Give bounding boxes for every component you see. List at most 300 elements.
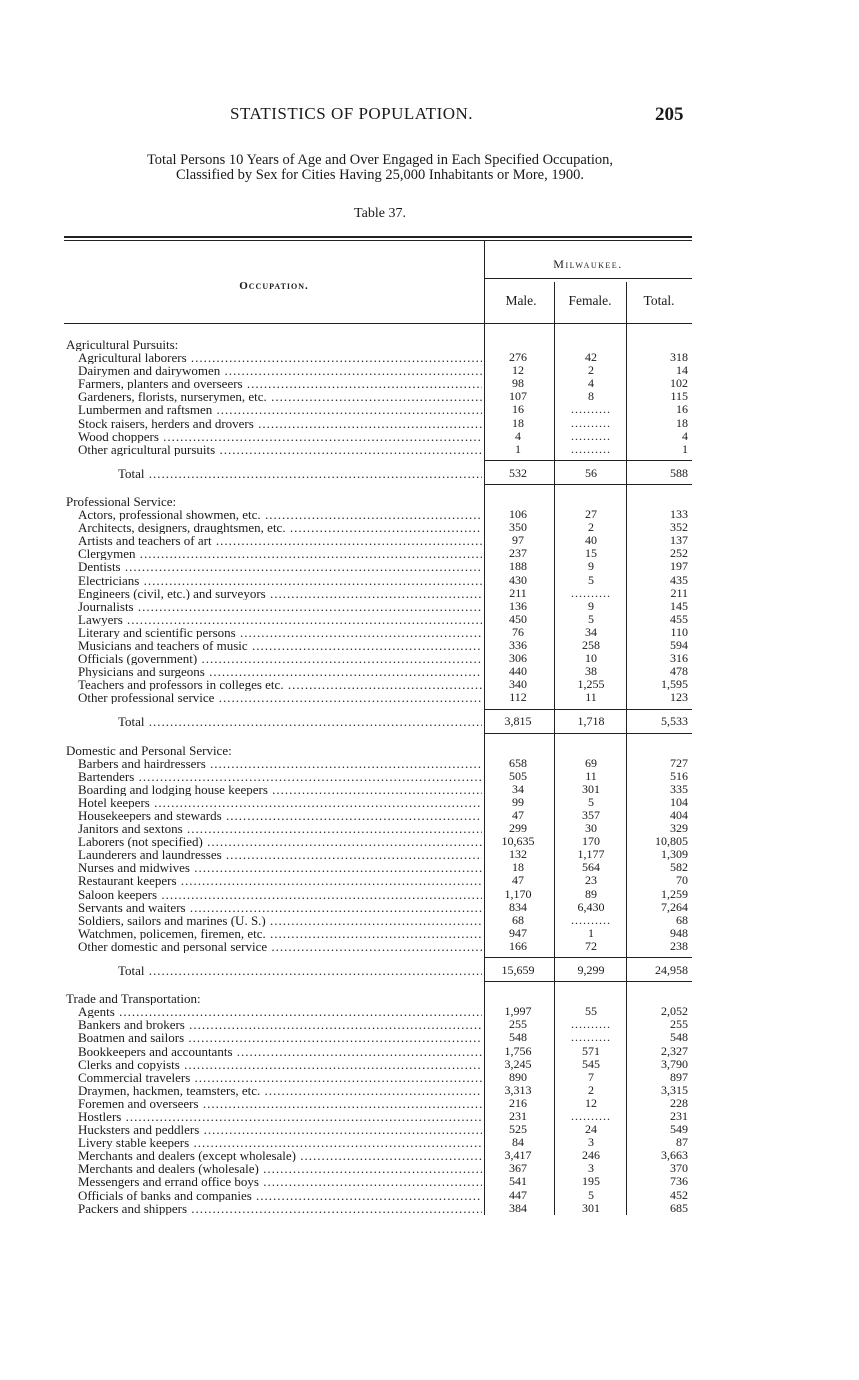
cell-female: 1	[588, 925, 594, 940]
cell-male: 3,815	[504, 714, 532, 729]
cell-female: ..........	[571, 402, 611, 417]
cell-total: 582	[670, 860, 688, 875]
cell-male: 4	[515, 428, 521, 443]
col-header-female: Female.	[568, 293, 612, 308]
cell-female: 5	[588, 794, 594, 809]
cell-total: 14	[676, 363, 688, 378]
cell-female: ..........	[571, 1030, 611, 1045]
cell-female: 5	[588, 572, 594, 587]
cell-total: 897	[670, 1069, 688, 1084]
row-label: Gardeners, florists, nurserymen, etc. .....	[78, 390, 482, 403]
row-label: Bookkeepers and accountants .....	[78, 1045, 482, 1058]
cell-male: 188	[509, 559, 527, 574]
cell-female: ..........	[571, 441, 611, 456]
row-label: Bartenders .....	[78, 770, 482, 783]
cell-male: 505	[509, 768, 527, 783]
section-heading	[0, 744, 859, 757]
row-label: Total .....	[118, 964, 482, 977]
total-rule	[484, 733, 692, 734]
cell-female: 3	[588, 1135, 594, 1150]
occupation-header: Occupation.	[239, 280, 309, 292]
cell-female: 9	[588, 598, 594, 613]
total-rule	[484, 460, 692, 461]
row-spacer	[0, 981, 859, 992]
cell-female: 1,255	[577, 677, 605, 692]
table-row	[0, 600, 859, 613]
row-label: Agricultural Pursuits:	[66, 338, 179, 352]
row-label: Literary and scientific persons .....	[78, 626, 482, 639]
col-header-male: Male.	[505, 293, 537, 308]
row-label: Farmers, planters and overseers .....	[78, 377, 482, 390]
cell-male: 384	[509, 1200, 527, 1215]
row-label: Wood choppers .....	[78, 430, 482, 443]
cell-total: 137	[670, 533, 688, 548]
cell-male: 136	[509, 598, 527, 613]
row-label: Musicians and teachers of music .....	[78, 639, 482, 652]
table-row	[0, 417, 859, 430]
cell-male: 68	[512, 912, 524, 927]
cell-male: 237	[509, 546, 527, 561]
row-label: Launderers and laundresses .....	[78, 848, 482, 861]
page-number: 205	[655, 104, 684, 125]
cell-female: 30	[585, 821, 597, 836]
cell-male: 340	[509, 677, 527, 692]
row-label: Watchmen, policemen, firemen, etc. .....	[78, 927, 482, 940]
cell-female: ..........	[571, 912, 611, 927]
cell-male: 430	[509, 572, 527, 587]
cell-total: 736	[670, 1174, 688, 1189]
cell-total: 3,790	[661, 1056, 688, 1071]
cell-male: 47	[512, 873, 524, 888]
cell-male: 1,170	[504, 886, 532, 901]
cell-female: 11	[585, 690, 597, 705]
cell-total: 2,052	[661, 1004, 688, 1019]
cell-total: 102	[670, 376, 688, 391]
cell-total: 133	[670, 507, 688, 522]
cell-female: 55	[585, 1004, 597, 1019]
cell-male: 834	[509, 899, 527, 914]
cell-female: 2	[588, 1082, 594, 1097]
cell-male: 548	[509, 1030, 527, 1045]
table-row	[0, 901, 859, 914]
row-label: Engineers (civil, etc.) and surveyors .....	[78, 587, 482, 600]
cell-male: 211	[509, 585, 527, 600]
cell-female: 72	[585, 938, 597, 953]
total-rule	[484, 484, 692, 485]
cell-male: 216	[509, 1095, 527, 1110]
cell-female: 545	[582, 1056, 600, 1071]
row-label: Domestic and Personal Service:	[66, 743, 232, 757]
table-row	[0, 626, 859, 639]
city-rule	[484, 278, 692, 279]
total-row	[0, 964, 859, 977]
caption-line-1: Total Persons 10 Years of Age and Over Engaged in Each Specified Occupation,	[146, 152, 614, 168]
row-label: Commercial travelers .....	[78, 1071, 482, 1084]
table-row	[0, 888, 859, 901]
row-label: Clerks and copyists .....	[78, 1058, 482, 1071]
row-label: Officials of banks and companies .....	[78, 1189, 482, 1202]
row-label: Architects, designers, draughtsmen, etc. .....	[78, 521, 482, 534]
cell-total: 211	[670, 585, 688, 600]
row-label: Other domestic and personal service .....	[78, 940, 482, 953]
row-label: Total .....	[118, 467, 482, 480]
cell-female: 2	[588, 520, 594, 535]
header-rule	[64, 323, 692, 324]
table-row	[0, 1031, 859, 1044]
row-label: Messengers and errand office boys .....	[78, 1175, 482, 1188]
cell-total: 588	[670, 465, 688, 480]
cell-female: 571	[582, 1043, 600, 1058]
cell-total: 3,315	[661, 1082, 688, 1097]
cell-male: 1,756	[504, 1043, 532, 1058]
row-label: Physicians and surgeons .....	[78, 665, 482, 678]
cell-male: 18	[512, 415, 524, 430]
cell-total: 948	[670, 925, 688, 940]
cell-female: 23	[585, 873, 597, 888]
cell-total: 87	[676, 1135, 688, 1150]
row-label: Livery stable keepers .....	[78, 1136, 482, 1149]
cell-female: 15	[585, 546, 597, 561]
cell-total: 452	[670, 1187, 688, 1202]
cell-female: 5	[588, 1187, 594, 1202]
table-row	[0, 351, 859, 364]
cell-female: 5	[588, 611, 594, 626]
table-row	[0, 770, 859, 783]
cell-male: 107	[509, 389, 527, 404]
table-row	[0, 430, 859, 443]
table-row	[0, 1005, 859, 1018]
cell-male: 132	[509, 847, 527, 862]
cell-female: 2	[588, 363, 594, 378]
row-spacer	[0, 957, 859, 964]
cell-total: 255	[670, 1017, 688, 1032]
table-row	[0, 1084, 859, 1097]
cell-female: 195	[582, 1174, 600, 1189]
cell-total: 231	[670, 1108, 688, 1123]
row-label: Actors, professional showmen, etc. .....	[78, 508, 482, 521]
cell-male: 16	[512, 402, 524, 417]
cell-female: ..........	[571, 415, 611, 430]
table-row	[0, 1149, 859, 1162]
row-label: Other professional service .....	[78, 691, 482, 704]
total-row	[0, 715, 859, 728]
cell-female: 4	[588, 376, 594, 391]
table-row	[0, 809, 859, 822]
cell-male: 18	[512, 860, 524, 875]
row-label: Hostlers .....	[78, 1110, 482, 1123]
row-spacer	[0, 708, 859, 715]
cell-female: 6,430	[577, 899, 605, 914]
table-row	[0, 678, 859, 691]
row-label: Hotel keepers .....	[78, 796, 482, 809]
cell-male: 34	[512, 781, 524, 796]
row-label: Draymen, hackmen, teamsters, etc. .....	[78, 1084, 482, 1097]
row-label: Artists and teachers of art .....	[78, 534, 482, 547]
cell-total: 110	[670, 624, 688, 639]
cell-total: 197	[670, 559, 688, 574]
cell-total: 4	[682, 428, 688, 443]
cell-total: 404	[670, 808, 688, 822]
cell-male: 532	[509, 465, 527, 480]
table-row	[0, 665, 859, 678]
table-row	[0, 1202, 859, 1215]
cell-total: 5,533	[661, 714, 688, 729]
cell-male: 3,313	[504, 1082, 532, 1097]
table-row	[0, 1123, 859, 1136]
table-row	[0, 691, 859, 704]
row-label: Housekeepers and stewards .....	[78, 809, 482, 822]
cell-total: 316	[670, 651, 688, 666]
cell-total: 24,958	[655, 963, 688, 978]
cell-male: 350	[509, 520, 527, 535]
cell-male: 306	[509, 651, 527, 666]
table-row	[0, 1136, 859, 1149]
cell-male: 447	[509, 1187, 527, 1202]
cell-male: 12	[512, 363, 524, 378]
cell-female: ..........	[571, 1108, 611, 1123]
table-row	[0, 613, 859, 626]
row-label: Dairymen and dairywomen .....	[78, 364, 482, 377]
city-header: Milwaukee.	[553, 257, 623, 271]
cell-male: 15,659	[501, 963, 535, 978]
table-row	[0, 1018, 859, 1031]
cell-female: 8	[588, 389, 594, 404]
table-caption	[60, 153, 700, 183]
cell-female: 258	[582, 637, 600, 652]
cell-male: 276	[509, 350, 527, 365]
col-header-total: Total.	[643, 293, 675, 308]
cell-female: 89	[585, 886, 597, 901]
row-label: Merchants and dealers (except wholesale) .....	[78, 1149, 482, 1162]
cell-male: 1	[515, 441, 521, 456]
row-label: Professional Service:	[66, 494, 177, 509]
cell-female: 56	[585, 465, 597, 480]
cell-male: 367	[509, 1161, 527, 1176]
row-label: Agents .....	[78, 1005, 482, 1018]
cell-female: 40	[585, 533, 597, 548]
table-row	[0, 1189, 859, 1202]
cell-male: 541	[509, 1174, 527, 1189]
table-row	[0, 390, 859, 403]
row-label: Electricians .....	[78, 574, 482, 587]
table-row	[0, 822, 859, 835]
cell-total: 252	[670, 546, 688, 561]
cell-total: 1,595	[661, 677, 688, 692]
row-label: Journalists .....	[78, 600, 482, 613]
cell-female: 24	[585, 1122, 597, 1137]
table-row	[0, 508, 859, 521]
cell-male: 98	[512, 376, 524, 391]
row-label: Laborers (not specified) .....	[78, 835, 482, 848]
cell-total: 335	[670, 781, 688, 796]
cell-total: 329	[670, 821, 688, 836]
cell-total: 3,663	[661, 1148, 688, 1163]
cell-male: 166	[509, 938, 527, 953]
cell-female: 9,299	[577, 963, 605, 978]
table-row	[0, 639, 859, 652]
row-label: Other agricultural pursuits .....	[78, 443, 482, 456]
cell-male: 299	[509, 821, 527, 836]
cell-female: 11	[585, 768, 597, 783]
cell-female: ..........	[571, 428, 611, 443]
table-row	[0, 757, 859, 770]
table-body	[0, 338, 859, 1215]
cell-total: 549	[670, 1122, 688, 1137]
cell-total: 1,259	[661, 886, 688, 901]
table-row	[0, 1045, 859, 1058]
row-label: Total .....	[118, 715, 482, 728]
cell-female: 9	[588, 559, 594, 574]
cell-male: 1,997	[504, 1004, 532, 1019]
row-spacer	[0, 733, 859, 744]
table-row	[0, 848, 859, 861]
row-label: Boatmen and sailors .....	[78, 1031, 482, 1044]
row-label: Boarding and lodging house keepers .....	[78, 783, 482, 796]
cell-total: 478	[670, 664, 688, 679]
female-column-line	[626, 282, 627, 1215]
cell-female: 170	[582, 834, 600, 849]
row-spacer	[0, 484, 859, 495]
cell-female: 7	[588, 1069, 594, 1084]
cell-total: 727	[670, 755, 688, 770]
cell-male: 84	[512, 1135, 524, 1150]
cell-male: 3,417	[504, 1148, 532, 1163]
cell-female: 357	[582, 808, 600, 822]
cell-total: 145	[670, 598, 688, 613]
table-row	[0, 1162, 859, 1175]
cell-male: 112	[509, 690, 527, 705]
table-row	[0, 927, 859, 940]
cell-female: 564	[582, 860, 600, 875]
cell-male: 336	[509, 637, 527, 652]
cell-male: 10,635	[501, 834, 535, 849]
table-row	[0, 574, 859, 587]
table-row	[0, 783, 859, 796]
cell-male: 525	[509, 1122, 527, 1137]
occupation-column-line	[484, 240, 485, 1215]
table-row	[0, 914, 859, 927]
running-title: STATISTICS OF POPULATION.	[230, 104, 474, 123]
row-label: Clergymen .....	[78, 547, 482, 560]
cell-female: 42	[585, 350, 597, 365]
row-label: Hucksters and peddlers .....	[78, 1123, 482, 1136]
cell-female: 10	[585, 651, 597, 666]
table-row	[0, 835, 859, 848]
cell-total: 228	[670, 1095, 688, 1110]
total-rule	[484, 981, 692, 982]
cell-total: 318	[670, 350, 688, 365]
cell-total: 516	[670, 768, 688, 783]
cell-female: 301	[582, 1200, 600, 1215]
cell-female: ..........	[571, 1017, 611, 1032]
row-label: Nurses and midwives .....	[78, 861, 482, 874]
table-row	[0, 1071, 859, 1084]
table-label: Table 37.	[354, 206, 406, 221]
table-row	[0, 1097, 859, 1110]
row-label: Lawyers .....	[78, 613, 482, 626]
cell-male: 99	[512, 794, 524, 809]
table-row	[0, 377, 859, 390]
cell-female: 1,177	[577, 847, 605, 862]
cell-female: 69	[585, 755, 597, 770]
cell-total: 104	[670, 794, 688, 809]
caption-line-2: Classified by Sex for Cities Having 25,000 Inhabitants or More, 1900.	[176, 167, 584, 183]
row-label: Merchants and dealers (wholesale) .....	[78, 1162, 482, 1175]
total-rule	[484, 957, 692, 958]
table-row	[0, 796, 859, 809]
table-row	[0, 652, 859, 665]
table-row	[0, 534, 859, 547]
cell-female: 246	[582, 1148, 600, 1163]
cell-male: 450	[509, 611, 527, 626]
cell-male: 440	[509, 664, 527, 679]
cell-total: 16	[676, 402, 688, 417]
table-row	[0, 874, 859, 887]
male-column-line	[554, 282, 555, 1215]
cell-female: 3	[588, 1161, 594, 1176]
row-label: Trade and Transportation:	[66, 992, 201, 1006]
cell-female: 34	[585, 624, 597, 639]
cell-female: 38	[585, 664, 597, 679]
cell-male: 231	[509, 1108, 527, 1123]
cell-male: 76	[512, 624, 524, 639]
row-label: Barbers and hairdressers .....	[78, 757, 482, 770]
cell-total: 123	[670, 690, 688, 705]
cell-male: 3,245	[504, 1056, 532, 1071]
cell-total: 7,264	[661, 899, 688, 914]
cell-female: 27	[585, 507, 597, 522]
cell-male: 47	[512, 808, 524, 822]
section-heading	[0, 495, 859, 508]
cell-female: 301	[582, 781, 600, 796]
cell-total: 1,309	[661, 847, 688, 862]
table-row	[0, 940, 859, 953]
cell-male: 106	[509, 507, 527, 522]
table-row	[0, 547, 859, 560]
table-row	[0, 1058, 859, 1071]
row-label: Servants and waiters .....	[78, 901, 482, 914]
table-row	[0, 560, 859, 573]
cell-male: 97	[512, 533, 524, 548]
total-row	[0, 467, 859, 480]
row-label: Dentists .....	[78, 560, 482, 573]
row-label: Bankers and brokers .....	[78, 1018, 482, 1031]
row-label: Lumbermen and raftsmen .....	[78, 403, 482, 416]
table-row	[0, 1110, 859, 1123]
cell-male: 255	[509, 1017, 527, 1032]
cell-total: 1	[682, 441, 688, 456]
cell-total: 352	[670, 520, 688, 535]
cell-total: 685	[670, 1200, 688, 1215]
section-heading	[0, 338, 859, 351]
cell-total: 115	[670, 389, 688, 404]
cell-total: 435	[670, 572, 688, 587]
table-row	[0, 364, 859, 377]
top-rule-thin	[64, 240, 692, 241]
cell-male: 658	[509, 755, 527, 770]
table-row	[0, 587, 859, 600]
row-label: Foremen and overseers .....	[78, 1097, 482, 1110]
row-label: Stock raisers, herders and drovers .....	[78, 417, 482, 430]
cell-total: 68	[676, 912, 688, 927]
cell-total: 455	[670, 611, 688, 626]
row-label: Packers and shippers .....	[78, 1202, 482, 1215]
cell-female: 12	[585, 1095, 597, 1110]
total-rule	[484, 709, 692, 710]
cell-total: 238	[670, 938, 688, 953]
row-label: Saloon keepers .....	[78, 888, 482, 901]
row-label: Janitors and sextons .....	[78, 822, 482, 835]
